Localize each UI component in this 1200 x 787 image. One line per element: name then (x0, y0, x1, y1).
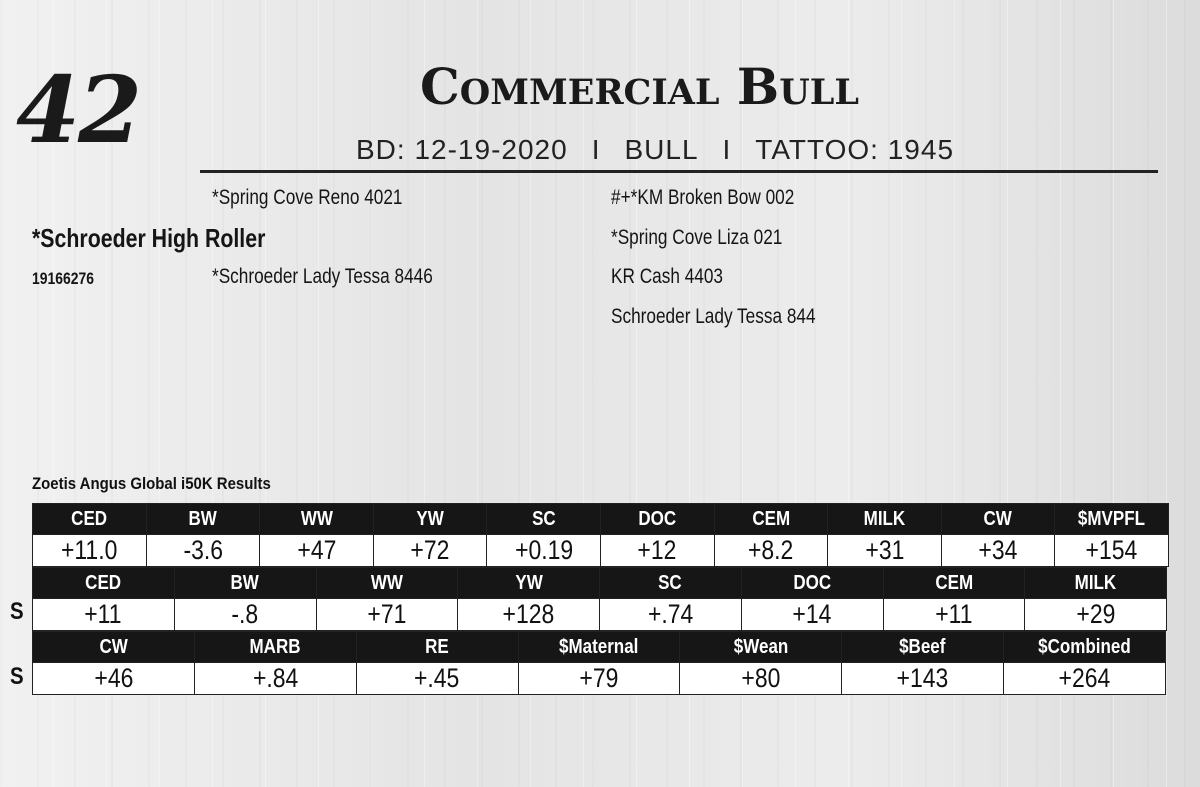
epd-header-cell: SC (600, 568, 742, 599)
epd-value-row (33, 599, 1167, 631)
epd-value-cell: +11.0 (33, 535, 147, 567)
row-label-s: S (10, 663, 24, 690)
epd-value-cell: -.8 (174, 599, 316, 631)
epd-value-cell: +79 (518, 663, 680, 695)
epd-header-cell: SC (487, 504, 601, 535)
pedigree-animal-name: *Schroeder High Roller (32, 223, 266, 253)
epd-table-3 (32, 631, 1166, 695)
pedigree-line-2: *Spring Cove Liza 021 (611, 226, 783, 249)
epd-value-cell: -3.6 (146, 535, 260, 567)
epd-value-cell: +31 (828, 535, 942, 567)
epd-header-cell: $MVPFL (1055, 504, 1169, 535)
title-divider (200, 170, 1158, 173)
epd-header-cell: YW (373, 504, 487, 535)
epd-header-cell: MILK (1025, 568, 1167, 599)
epd-header-cell: CED (33, 504, 147, 535)
epd-value-cell: +.74 (600, 599, 742, 631)
birth-date: BD: 12-19-2020 (356, 134, 568, 165)
pedigree-line-4: Schroeder Lady Tessa 844 (611, 305, 816, 328)
lot-number: 42 (16, 56, 141, 164)
pedigree-line-3: KR Cash 4403 (611, 265, 724, 288)
epd-value-row (33, 663, 1166, 695)
epd-value-cell: +71 (316, 599, 458, 631)
epd-value-cell: +11 (33, 599, 175, 631)
tattoo: TATTOO: 1945 (755, 134, 955, 165)
row-label-s: S (10, 598, 24, 625)
pedigree-sire-dam: *Schroeder Lady Tessa 8446 (212, 265, 433, 288)
registration-number: 19166276 (32, 269, 95, 288)
results-caption: Zoetis Angus Global i50K Results (32, 474, 271, 493)
epd-value-cell: +154 (1055, 535, 1169, 567)
epd-value-cell: +72 (373, 535, 487, 567)
pedigree-sire-sire: *Spring Cove Reno 4021 (212, 186, 403, 209)
epd-value-cell: +0.19 (487, 535, 601, 567)
epd-value-cell: +11 (883, 599, 1025, 631)
epd-value-row (33, 535, 1169, 567)
epd-header-cell: $Maternal (518, 632, 680, 663)
epd-value-cell: +264 (1004, 663, 1166, 695)
epd-header-cell: BW (174, 568, 316, 599)
epd-value-cell: +143 (842, 663, 1004, 695)
epd-header-cell: CED (33, 568, 175, 599)
epd-header-cell: WW (316, 568, 458, 599)
epd-value-cell: +47 (260, 535, 374, 567)
epd-header-row (33, 632, 1166, 663)
epd-header-cell: YW (458, 568, 600, 599)
epd-header-cell: DOC (600, 504, 714, 535)
epd-table-1 (32, 503, 1169, 567)
epd-value-cell: +80 (680, 663, 842, 695)
page-title: Commercial Bull (420, 57, 859, 116)
epd-header-cell: BW (146, 504, 260, 535)
epd-value-cell: +14 (741, 599, 883, 631)
epd-header-cell: CEM (883, 568, 1025, 599)
epd-value-cell: +128 (458, 599, 600, 631)
epd-value-cell: +29 (1025, 599, 1167, 631)
epd-header-cell: CEM (714, 504, 828, 535)
epd-header-cell: CW (941, 504, 1055, 535)
epd-header-cell: WW (260, 504, 374, 535)
animal-type: BULL (624, 134, 699, 165)
epd-header-row (33, 504, 1169, 535)
epd-header-row (33, 568, 1167, 599)
pedigree-line-1: #+*KM Broken Bow 002 (611, 186, 795, 209)
epd-header-cell: RE (356, 632, 518, 663)
epd-value-cell: +46 (33, 663, 195, 695)
separator: I (591, 134, 601, 165)
epd-header-cell: $Combined (1004, 632, 1166, 663)
animal-info-line (356, 130, 954, 170)
epd-value-cell: +.45 (356, 663, 518, 695)
epd-table-2 (32, 567, 1167, 631)
epd-header-cell: MILK (828, 504, 942, 535)
epd-header-cell: DOC (741, 568, 883, 599)
epd-header-cell: $Wean (680, 632, 842, 663)
epd-value-cell: +34 (941, 535, 1055, 567)
epd-header-cell: CW (33, 632, 195, 663)
epd-value-cell: +8.2 (714, 535, 828, 567)
epd-value-cell: +12 (600, 535, 714, 567)
epd-value-cell: +.84 (194, 663, 356, 695)
epd-header-cell: $Beef (842, 632, 1004, 663)
separator: I (722, 134, 732, 165)
epd-header-cell: MARB (194, 632, 356, 663)
